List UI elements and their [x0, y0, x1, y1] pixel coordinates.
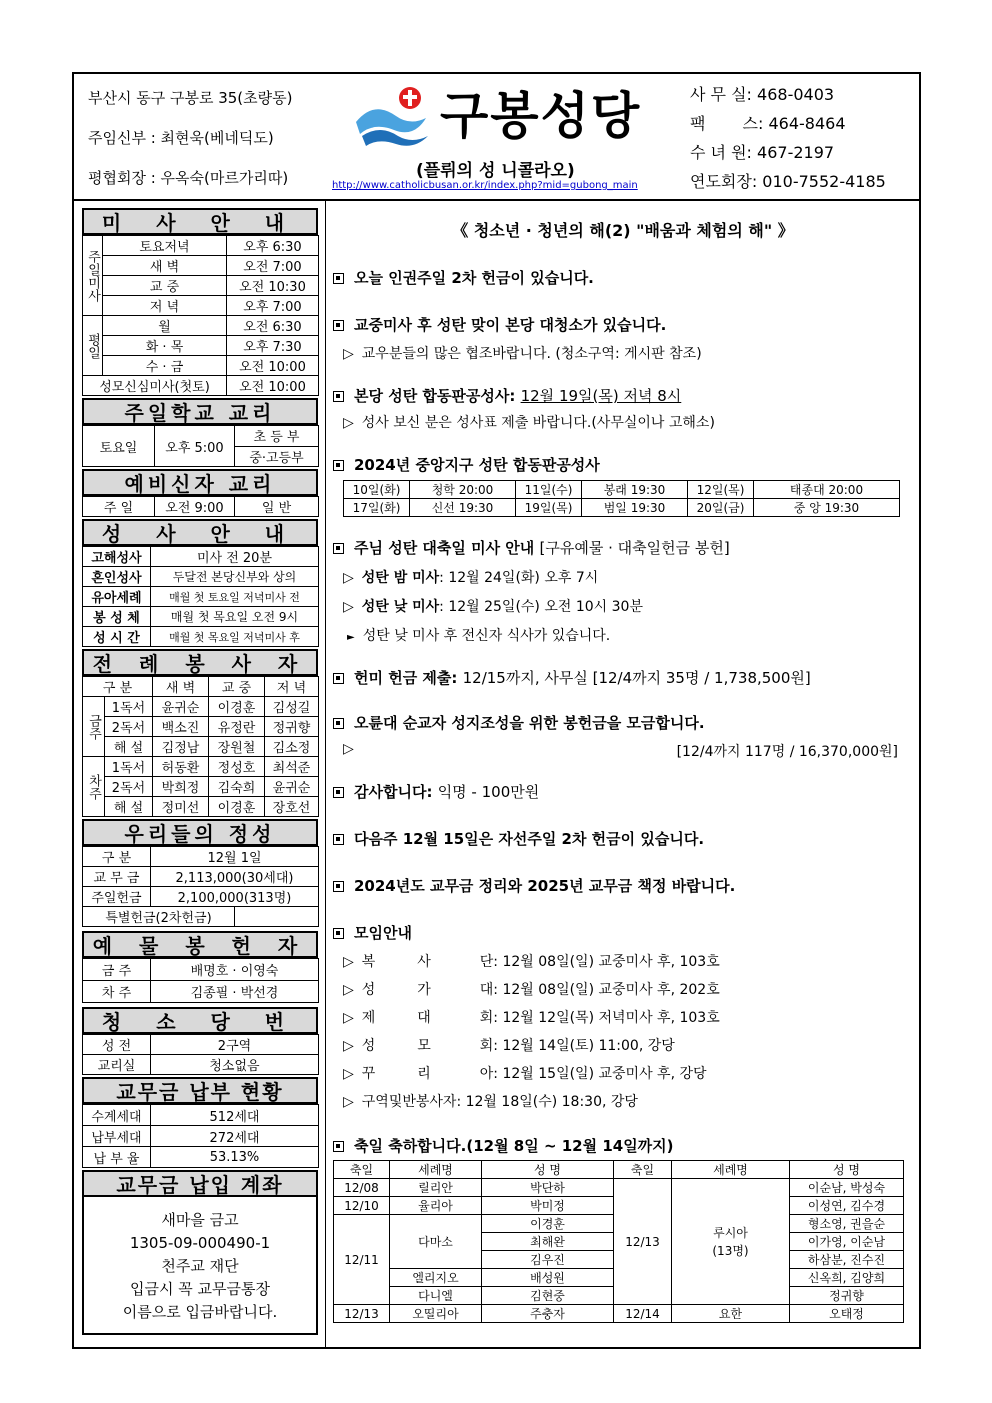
weekday-mass-label: 평일: [83, 316, 103, 376]
mass-schedule-table: 주일미사 토요저녁 오후 6:30 새 벽 오전 7:00 교 중 오전 10:30 저 녁 오후 7:00 평일 월 오전 6:30 화 · 목 오후 7:30 수 · 금 오전 10:00 성모신심미사(첫토) 오전 10:00: [82, 235, 319, 396]
church-name: 구봉성당: [440, 87, 642, 145]
sunday-school-table: 토요일 오후 5:00 초 등 부 중·고등부: [82, 425, 319, 467]
bullet-icon: [333, 673, 344, 684]
bullet-icon: [333, 718, 344, 729]
triangle-icon: ▷: [343, 415, 354, 431]
notice-thanks: 감사합니다: 익명 - 100만원: [333, 781, 913, 802]
gift-donors-table: 금 주 배명호 · 이영숙 차 주 김종필 · 박선경: [82, 958, 319, 1003]
bullet-icon: [333, 543, 344, 554]
notice-meetings: 모임안내: [333, 922, 913, 943]
bullet-icon: [333, 881, 344, 892]
offering-title: 우리들의 정성: [82, 819, 318, 846]
notice-christmas-mass: 주님 성탄 대축일 미사 안내 [구유예물 · 대축일헌금 봉헌]: [333, 537, 913, 558]
notice-rice-offering: 헌미 헌금 제출: 12/15까지, 사무실 [12/4까지 35명 / 1,738,500원]: [333, 667, 913, 688]
cleaning-table: 성 전 2구역 교리실 청소없음: [82, 1034, 319, 1075]
church-logo-block: [332, 80, 672, 195]
notice-dues: 2024년도 교무금 정리와 2025년 교무금 책정 바랍니다.: [333, 875, 913, 896]
triangle-icon: ▷: [343, 741, 354, 757]
gift-donors-title: 예 물 봉 헌 자: [82, 931, 318, 958]
triangle-icon: ▷: [343, 570, 354, 586]
bullet-icon: [333, 928, 344, 939]
account-title: 교무금 납입 계좌: [82, 1170, 318, 1197]
church-website-link[interactable]: http://www.catholicbusan.or.kr/index.php?mid=gubong_main: [332, 180, 638, 191]
mass-section-title: 미 사 안 내: [82, 208, 318, 235]
account-box: 새마을 금고 1305-09-000490-1 천주교 재단 입금시 꼭 교무금통장 이름으로 입금바랍니다.: [82, 1197, 318, 1335]
sacraments-title: 성 사 안 내: [82, 519, 318, 546]
bullet-icon: [333, 273, 344, 284]
servers-table: 구 분 새 벽 교 중 저 녁 금주 1독서 윤귀순 이경훈 김성길 2독서 백소진 유정란 정귀향 해 설 김정남 장원철 김소정 차주 1독서 허동환 정성호 최석준 2독서 박희정 김숙희 윤귀순 해 설 정미선 이경훈 장호선: [82, 676, 319, 817]
contact-block: [690, 80, 886, 196]
year-theme: 《 청소년 · 청년의 해(2) "배움과 체험의 해" 》: [452, 221, 794, 240]
notice-martyrs-shrine: 오륜대 순교자 성지조성을 위한 봉헌금을 모금합니다.: [333, 712, 913, 733]
notice-confession: 본당 성탄 합동판공성사: 12월 19일(목) 저녁 8시: [333, 385, 913, 406]
servers-title: 전 례 봉 사 자: [82, 649, 318, 676]
header-divider: [72, 199, 921, 201]
contact-funeral-chair: 연도회장: 010-7552-4185: [690, 172, 886, 191]
sacraments-table: 고해성사 미사 전 20분 혼인성사 두달전 본당신부와 상의 유아세례 매월 첫 토요일 저녁미사 전 봉 성 체 매월 첫 목요일 오전 9시 성 시 간 매월 첫 목요일 저녁미사 후: [82, 546, 319, 647]
offering-table: 구 분 12월 1일 교 무 금 2,113,000(30세대) 주일헌금 2,100,000(313명) 특별헌금(2차헌금): [82, 846, 319, 927]
cleaning-title: 청 소 당 번: [82, 1007, 318, 1034]
bullet-icon: [333, 320, 344, 331]
contact-fax: 팩 스: 464-8464: [690, 114, 846, 133]
dues-status-title: 교무금 납부 현황: [82, 1077, 318, 1104]
bullet-icon: [333, 834, 344, 845]
meetings-list: ▷ 복 사 단: 12월 08일(일) 교중미사 후, 103호 ▷ 성 가 대: 12월 08일(일) 교중미사 후, 202호 ▷ 제 대 회: 12월 12일(목) 저녁미사 후, 103호 ▷ 성 모 회: 12월 14일(토) 11:00, 강당 ▷ 꾸 리 아: 12월 15일(일) 교중미사 후, 강당 ▷ 구역및반봉사자: 12월 18일(수) 18:30, 강당: [343, 954, 720, 1110]
notice-cleaning: 교중미사 후 성탄 맞이 본당 대청소가 있습니다.: [333, 314, 913, 335]
contact-convent: 수 녀 원: 467-2197: [690, 143, 835, 162]
right-column: 《 청소년 · 청년의 해(2) "배움과 체험의 해" 》 오늘 인권주일 2차 헌금이 있습니다. 교중미사 후 성탄 맞이 본당 대청소가 있습니다. ▷ 교우분들의 많은 협조바랍니다. (청소구역: 게시판 참조) 본당 성탄 합동판공성사: 12월 19일(목) 저녁 8시 ▷ 성사 보신 분은 성사표 제출 바랍니다.(사무실이나 고해소) 2024년 중앙지구 성탄 합동판공성사 10일(화) 청학 20:00 11일(수) 봉래 19:30 12일(목) 태종대 20:00 17일(화) 신선 19:30 19일(목) 범일 19:30 20일(금) 중 앙 19:30 주님 성탄 대축일 미사 안내 [구유예물 · 대축일헌금 봉헌] ▷ 성탄 밤 미사: 12월 24일(화) 오후 7시 ▷ 성탄 낮 미사: 12월 25일(수) 오전 10시 30분 ► 성탄 낮 미사 후 전신자 식사가 있습니다. 헌미 헌금 제출: 12/15까지, 사무실 [12/4까지 35명 / 1,738,500원] 오륜대 순교자 성지조성을 위한 봉헌금을 모금합니다. ▷ [12/4까지 117명 / 16,370,000원] 감사합니다: 익명 - 100만원 다음주 12월 15일은 자선주일 2차 헌금이 있습니다. 2024년도 교무금 정리와 2025년 교무금 책정 바랍니다. 모임안내 ▷ 복 사 단: 12월 08일(일) 교중미사 후, 103호 ▷ 성 가 대: 12월 08일(일) 교중미사 후, 202호 ▷ 제 대 회: 12월 12일(목) 저녁미사 후, 103호 ▷ 성 모 회: 12월 14일(토) 11:00, 강당 ▷ 꾸 리 아: 12월 15일(일) 교중미사 후, 강당 ▷ 구역및반봉사자: 12월 18일(수) 18:30, 강당 축일 축하합니다.(12월 8일 ~ 12월 14일까지) 축일 세례명 성 명 축일 세례명 성 명 12/08 릴리안 박단하 12/13 루시아 (13명) 이순남, 박성숙 12/10 율리아 박미정 이성연, 김수경 12/11 다마소 이경훈 형소영, 권을순 최해완 이가영, 이순남 김우진 하삼분, 진수진 엘리지오 배성원 신옥희, 김양희 다니엘 김현중 정귀향 12/13 오띨리아 주충자 12/14 요한 오태정: [333, 218, 913, 1323]
notice-human-rights: 오늘 인권주일 2차 헌금이 있습니다.: [333, 267, 913, 288]
bullet-icon: [333, 1141, 344, 1152]
council-president: 평협회장 : 우옥숙(마르가리따): [88, 169, 289, 187]
confession-schedule-table: 10일(화) 청학 20:00 11일(수) 봉래 19:30 12일(목) 태종대 20:00 17일(화) 신선 19:30 19일(목) 범일 19:30 20일(금) 중 앙 19:30: [343, 480, 900, 517]
notice-feast-days: 축일 축하합니다.(12월 8일 ~ 12월 14일까지): [333, 1135, 913, 1156]
triangle-icon: ▷: [343, 599, 354, 615]
header-info: [88, 78, 293, 198]
bullet-icon: [333, 460, 344, 471]
dues-status-table: 수계세대 512세대 납부세대 272세대 납 부 율 53.13%: [82, 1104, 319, 1168]
arrow-icon: ►: [347, 632, 355, 643]
contact-office: 사 무 실: 468-0403: [690, 85, 835, 104]
sunday-mass-label: 주일미사: [83, 236, 103, 316]
triangle-icon: ▷: [343, 346, 354, 362]
bullet-icon: [333, 787, 344, 798]
notice-district-confession: 2024년 중앙지구 성탄 합동판공성사: [333, 454, 913, 475]
church-patron: (플뤼의 성 니콜라오): [416, 161, 575, 181]
church-address: 부산시 동구 구봉로 35(초량동): [88, 89, 293, 107]
sunday-school-title: 주일학교 교리: [82, 398, 318, 425]
notice-charity-sunday: 다음주 12월 15일은 자선주일 2차 헌금이 있습니다.: [333, 828, 913, 849]
catechumen-table: 주 일 오전 9:00 일 반: [82, 496, 319, 517]
catechumen-title: 예비신자 교리: [82, 469, 318, 496]
feast-days-table: 축일 세례명 성 명 축일 세례명 성 명 12/08 릴리안 박단하 12/13 루시아 (13명) 이순남, 박성숙 12/10 율리아 박미정 이성연, 김수경 12/11 다마소 이경훈 형소영, 권을순 최해완 이가영, 이순남 김우진 하삼분, 진수진 엘리지오 배성원 신옥희, 김양희 다니엘 김현중 정귀향 12/13 오띨리아 주충자 12/14 요한 오태정: [333, 1160, 904, 1323]
church-logo-icon: [352, 84, 436, 150]
left-column: [82, 208, 318, 1335]
bullet-icon: [333, 391, 344, 402]
pastor: 주임신부 : 최현욱(베네딕도): [88, 129, 274, 147]
column-divider: [325, 201, 326, 1347]
